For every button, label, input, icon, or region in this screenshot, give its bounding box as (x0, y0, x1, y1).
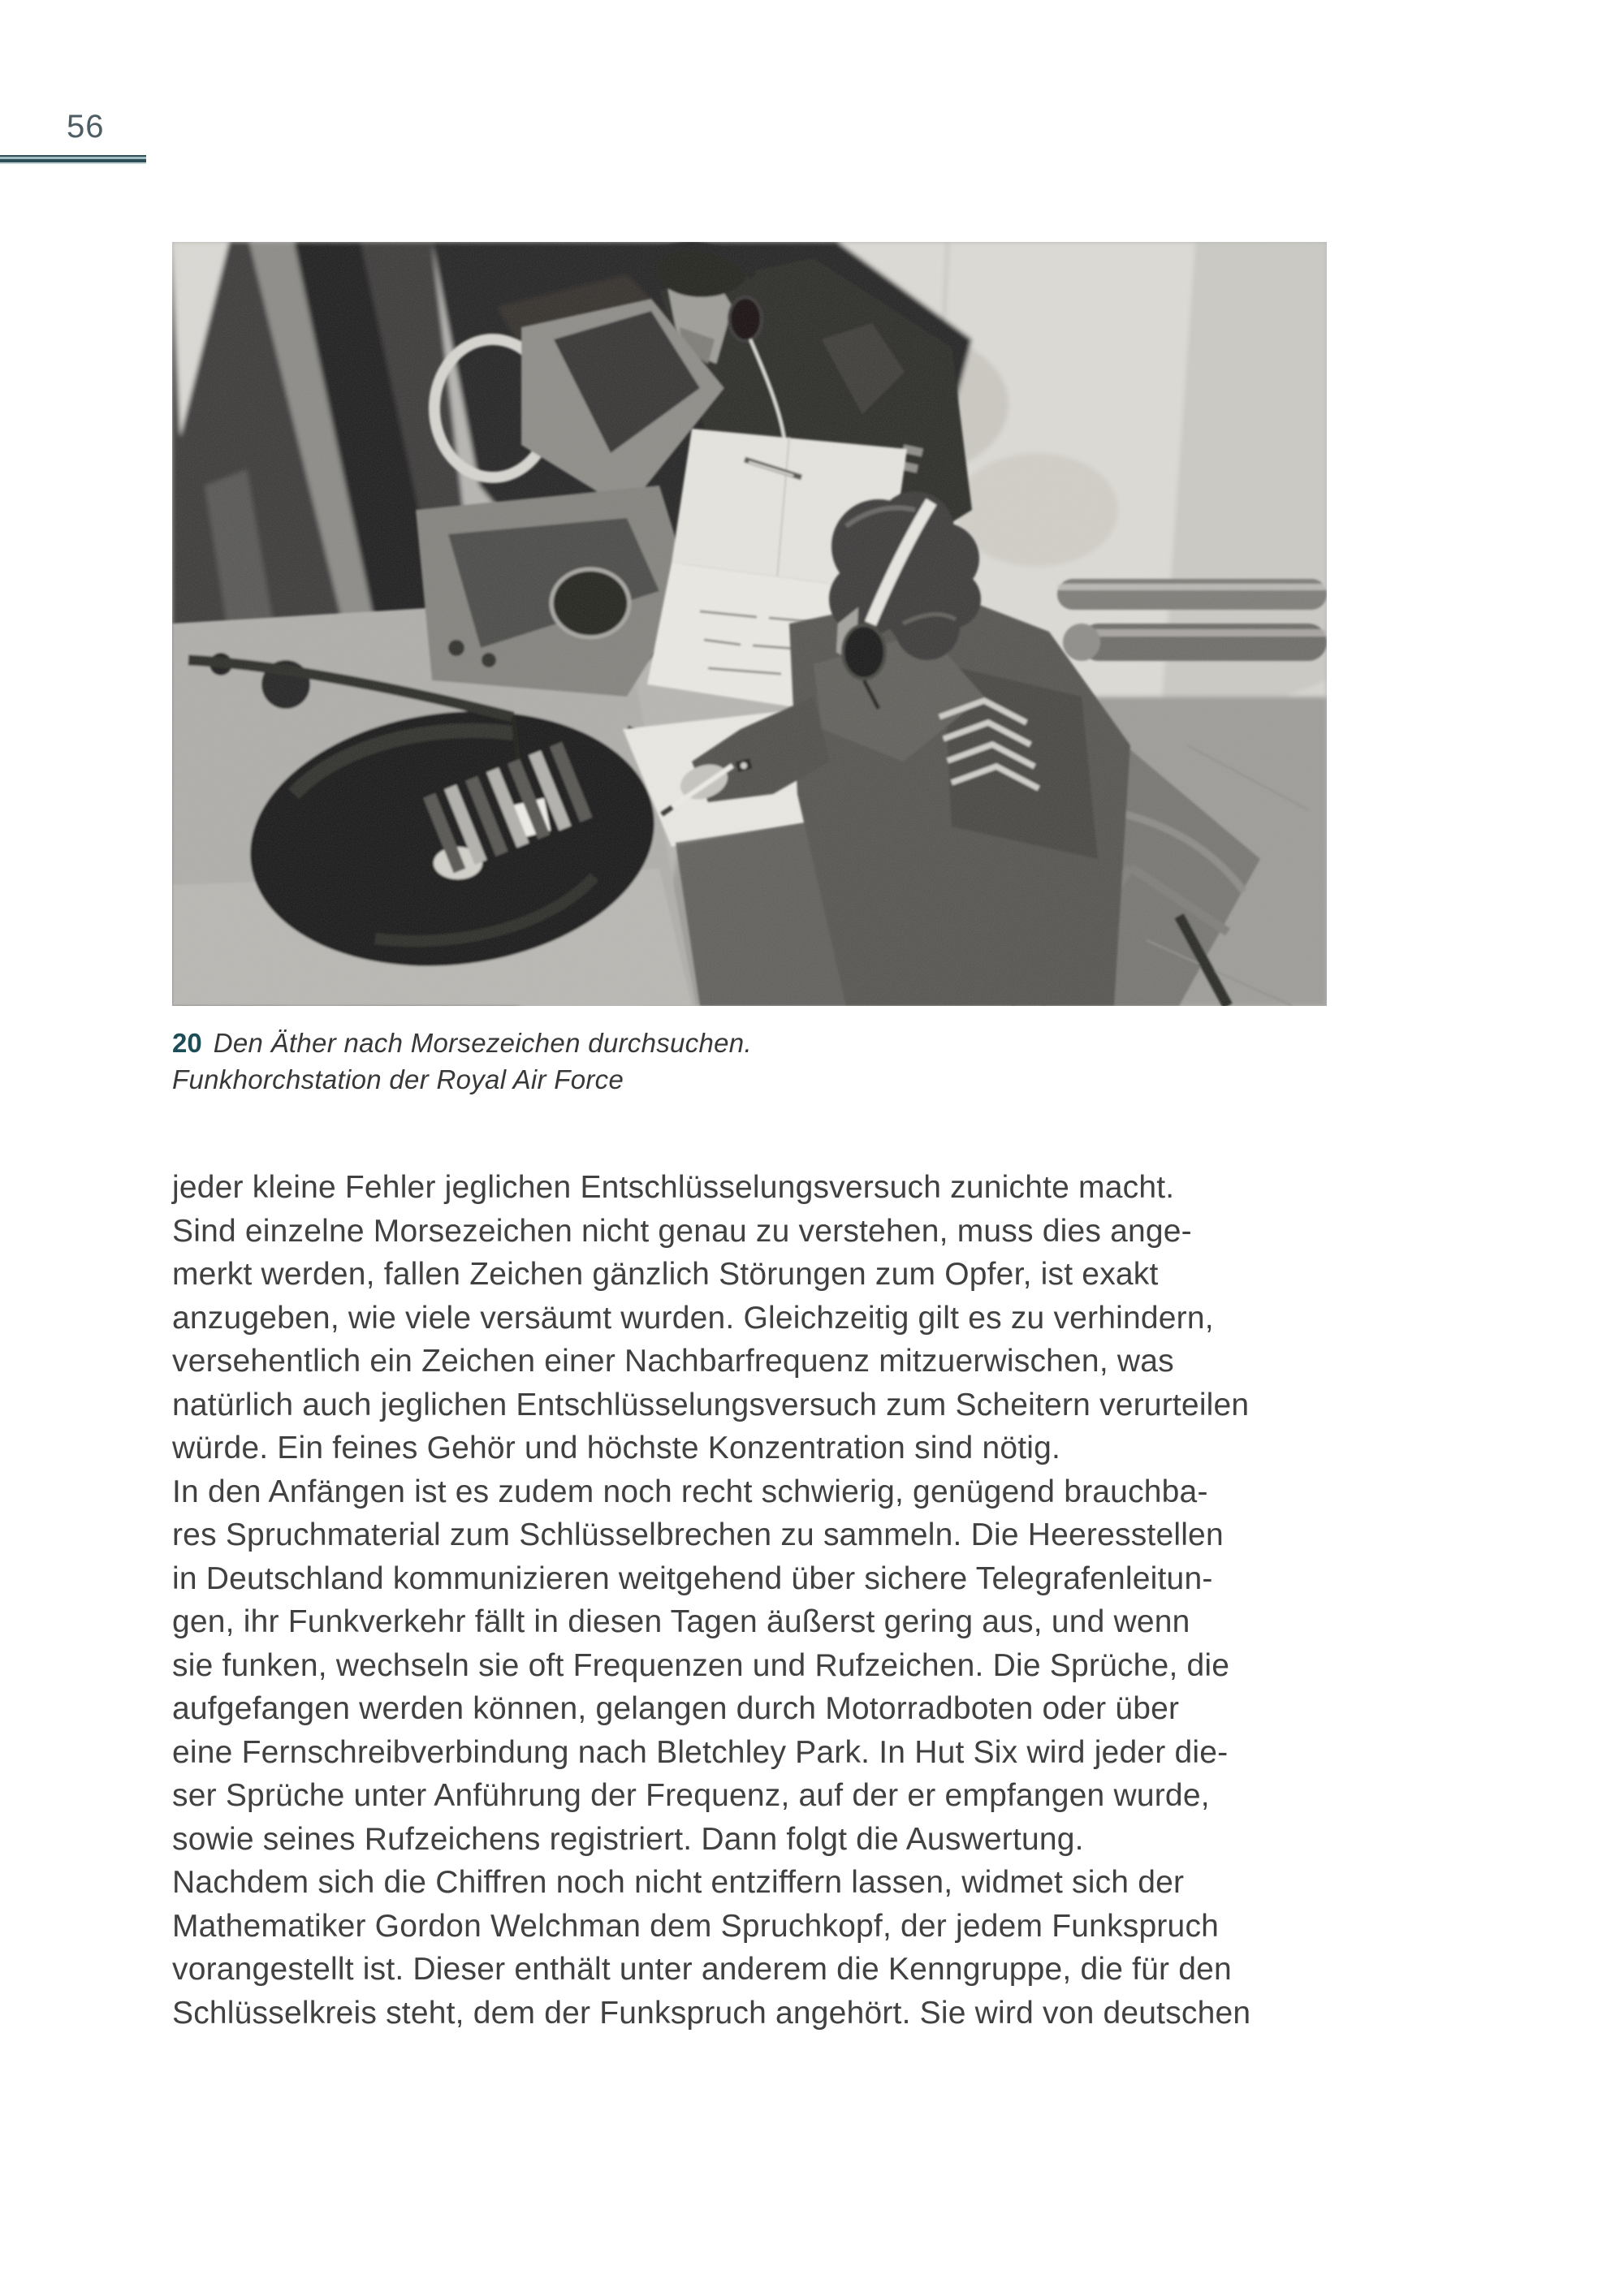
body-text (172, 1166, 1309, 2035)
caption-line-2: Funkhorchstation der Royal Air Force (172, 1064, 624, 1094)
body-line: merkt werden, fallen Zeichen gänzlich Störungen zum Opfer, ist exakt (172, 1257, 1159, 1292)
photo-raf-listening-station (172, 242, 1327, 1006)
body-line: Mathematiker Gordon Welchman dem Spruchkopf, der jedem Funkspruch (172, 1908, 1220, 1944)
page-number: 56 (67, 109, 105, 145)
figure-photo (172, 242, 1327, 1006)
body-line: würde. Ein feines Gehör und höchste Konzentration sind nötig. (172, 1431, 1061, 1465)
body-line: Schlüsselkreis steht, dem der Funkspruch angehört. Sie wird von deutschen (172, 1995, 1251, 2031)
film-grain-overlay (172, 242, 1327, 1006)
figure-caption (172, 1025, 752, 1098)
caption-number: 20 (172, 1028, 202, 1058)
body-line: res Spruchmaterial zum Schlüsselbrechen zu sammeln. Die Heeresstellen (172, 1517, 1224, 1552)
body-line: ser Sprüche unter Anführung der Frequenz, auf der er empfangen wurde, (172, 1778, 1210, 1813)
body-line: in Deutschland kommunizieren weitgehend über sichere Telegrafenleitun- (172, 1560, 1213, 1596)
body-line: sie funken, wechseln sie oft Frequenzen und Rufzeichen. Die Sprüche, die (172, 1647, 1230, 1683)
body-line: sowie seines Rufzeichens registriert. Dann folgt die Auswertung. (172, 1821, 1084, 1857)
body-line: natürlich auch jeglichen Entschlüsselungsversuch zum Scheitern verurteilen (172, 1387, 1250, 1422)
body-line: aufgefangen werden können, gelangen durch Motorradboten oder über (172, 1691, 1180, 1726)
body-line: eine Fernschreibverbindung nach Bletchley Park. In Hut Six wird jeder die- (172, 1734, 1229, 1770)
header-rule (0, 155, 146, 164)
body-line: Sind einzelne Morsezeichen nicht genau zu verstehen, muss dies ange- (172, 1213, 1192, 1249)
body-line: versehentlich ein Zeichen einer Nachbarfrequenz mitzuerwischen, was (172, 1344, 1174, 1379)
body-line: In den Anfängen ist es zudem noch recht schwierig, genügend brauchba- (172, 1474, 1208, 1509)
caption-title: Den Äther nach Morsezeichen durchsuchen. (213, 1028, 752, 1058)
caption-line-1 (172, 1025, 752, 1061)
body-line: jeder kleine Fehler jeglichen Entschlüsselungsversuch zunichte macht. (172, 1170, 1175, 1205)
body-line: Nachdem sich die Chiffren noch nicht entziffern lassen, widmet sich der (172, 1865, 1185, 1900)
body-line: vorangestellt ist. Dieser enthält unter anderem die Kenngruppe, die für den (172, 1952, 1232, 1987)
body-line: gen, ihr Funkverkehr fällt in diesen Tagen äußerst gering aus, und wenn (172, 1604, 1190, 1639)
body-line: anzugeben, wie viele versäumt wurden. Gleichzeitig gilt es zu verhindern, (172, 1300, 1214, 1336)
